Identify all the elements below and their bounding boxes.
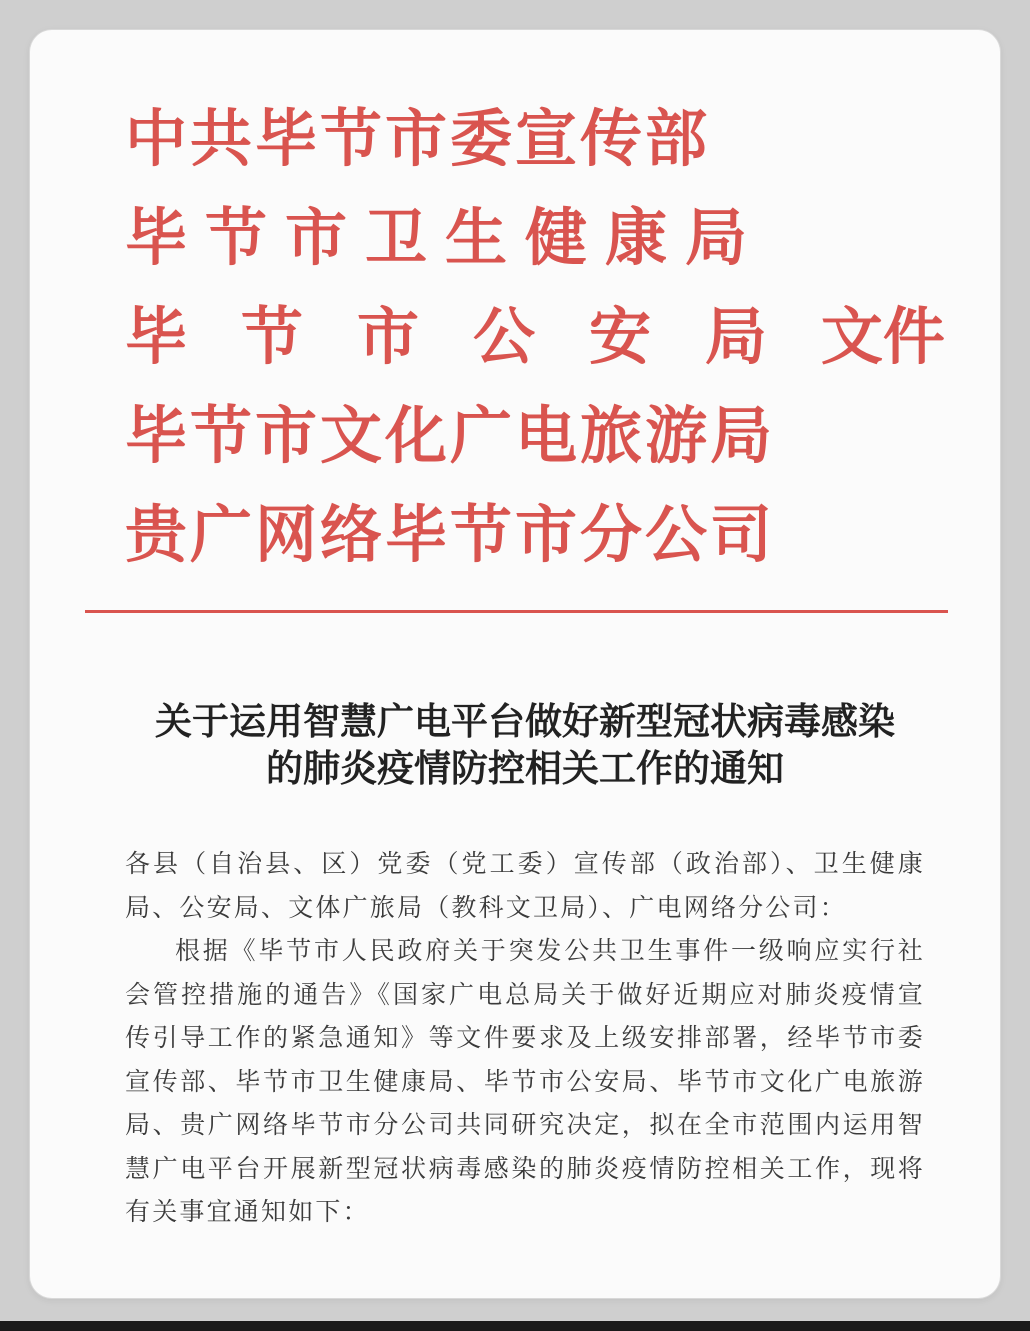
issuer-char: 局 xyxy=(704,300,767,373)
issuer-publicity-department: 中共毕节市委宣传部 xyxy=(125,102,711,175)
issuer-char: 市 xyxy=(356,300,419,373)
issuer-public-security-bureau xyxy=(125,298,945,397)
document-title-line-1: 关于运用智慧广电平台做好新型冠状病毒感染 xyxy=(155,699,895,743)
issuer-culture-tourism-bureau: 毕节市文化广电旅游局 xyxy=(125,399,776,472)
document-title xyxy=(100,698,950,792)
issuer-health-bureau: 毕节市卫生健康局 xyxy=(125,201,766,274)
document-title-line-2: 的肺炎疫情防控相关工作的通知 xyxy=(266,746,784,790)
issuer-public-security-spread xyxy=(125,298,945,376)
issuer-char: 毕 xyxy=(125,300,188,373)
issuer-broadcast-network-company: 贵广网络毕节市分公司 xyxy=(125,498,776,571)
issuer-char: 安 xyxy=(588,300,651,373)
document-body xyxy=(125,842,925,1234)
body-paragraph: 根据《毕节市人民政府关于突发公共卫生事件一级响应实行社会管控措施的通告》《国家广电总局关于做好近期应对肺炎疫情宣传引导工作的紧急通知》等文件要求及上级安排部署，经毕节市委宣传部、毕节市卫生健康局、毕节市公安局、毕节市文化广电旅游局、贵广网络毕节市分公司共同研究决定，拟在全市范围内运用智慧广电平台开展新型冠状病毒感染的肺炎疫情防控相关工作，现将有关事宜通知如下： xyxy=(125,936,925,1226)
document-card xyxy=(30,30,1000,1298)
bottom-edge-bar xyxy=(0,1321,1030,1331)
issuer-char: 节 xyxy=(240,300,303,373)
red-divider-line xyxy=(85,610,948,613)
issuer-char: 公 xyxy=(472,300,535,373)
issuer-char: 文件 xyxy=(820,300,945,373)
issuer-header-block xyxy=(125,100,945,595)
salutation: 各县（自治县、区）党委（党工委）宣传部（政治部）、卫生健康局、公安局、文体广旅局（教科文卫局）、广电网络分公司： xyxy=(125,849,925,922)
